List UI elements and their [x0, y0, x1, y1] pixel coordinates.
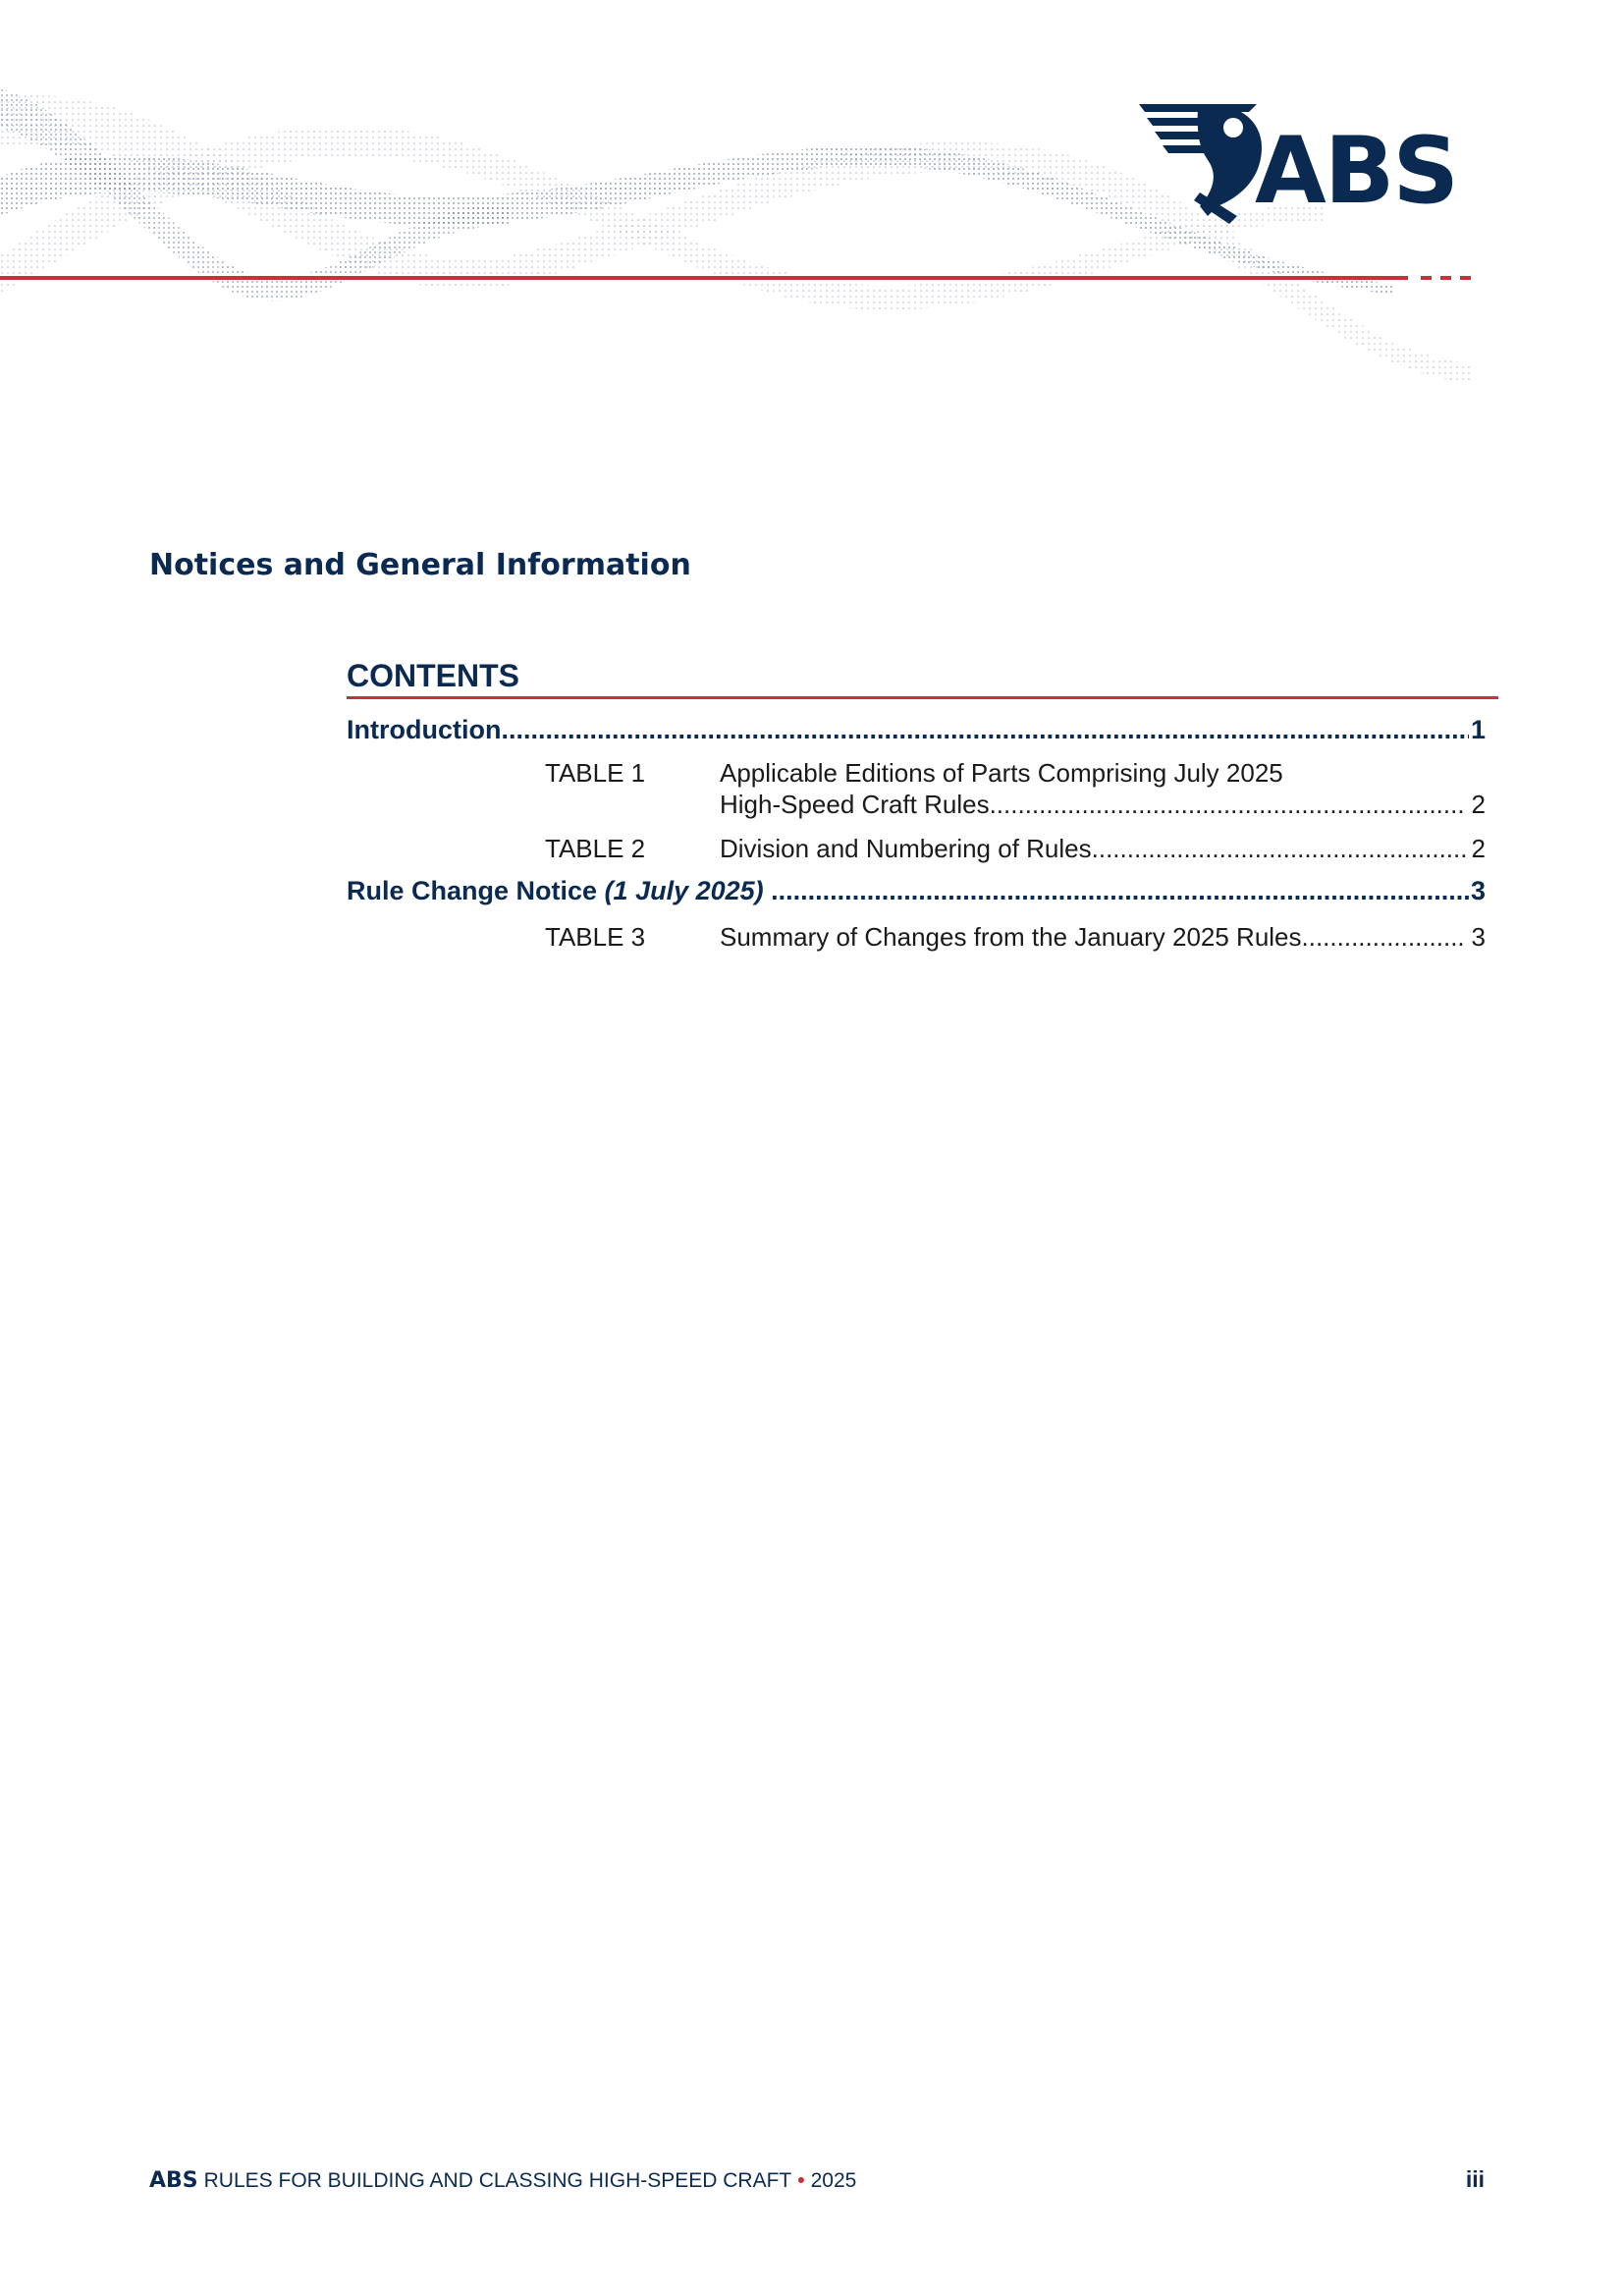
- toc-leader-dots: [1302, 922, 1466, 953]
- toc-leader-dots: [1092, 834, 1466, 864]
- toc-page-number: 3: [1470, 876, 1486, 905]
- toc-entry-rule-change-notice[interactable]: [347, 876, 1486, 906]
- toc-entry-title: Rule Change Notice: [347, 876, 598, 905]
- toc-entry-table-1[interactable]: [720, 790, 1486, 820]
- toc-entry-table-2[interactable]: [720, 834, 1486, 864]
- toc-leader-dots: [501, 715, 1469, 745]
- toc-table-label: TABLE 2: [545, 834, 646, 863]
- toc-page-number: 1: [1470, 715, 1486, 744]
- toc-table-title-line1[interactable]: Applicable Editions of Parts Comprising July 2025: [720, 758, 1283, 788]
- toc-entry-date: (1 July 2025): [604, 876, 764, 905]
- toc-table-title-line2: High-Speed Craft Rules: [720, 790, 990, 819]
- toc-table-label: TABLE 1: [545, 758, 646, 788]
- footer-year: 2025: [810, 2169, 857, 2192]
- toc-entry-title: Introduction: [347, 715, 502, 744]
- toc-page-number: 2: [1471, 834, 1486, 863]
- toc-table-title: Division and Numbering of Rules: [720, 834, 1092, 863]
- abs-wordmark: ABS: [1255, 118, 1458, 225]
- footer-separator: •: [797, 2169, 805, 2192]
- header-red-dashes: [1421, 276, 1471, 280]
- contents-divider: [347, 696, 1498, 699]
- toc-entry-introduction[interactable]: [347, 715, 1486, 745]
- footer-brand: ABS: [149, 2168, 198, 2193]
- toc-page-number: 2: [1471, 790, 1486, 819]
- header-red-rule: [0, 276, 1408, 280]
- footer-title: RULES FOR BUILDING AND CLASSING HIGH-SPEED CRAFT: [203, 2169, 792, 2192]
- toc-leader-dots: [771, 876, 1469, 906]
- toc-page-number: 3: [1471, 922, 1486, 952]
- page-footer: [149, 2168, 856, 2193]
- toc-entry-table-3[interactable]: [720, 922, 1486, 953]
- toc-leader-dots: [990, 790, 1466, 820]
- toc-table-label: TABLE 3: [545, 922, 646, 952]
- page-number: iii: [1465, 2166, 1485, 2192]
- toc-table-title: Summary of Changes from the January 2025 Rules: [720, 922, 1302, 952]
- contents-heading: CONTENTS: [347, 658, 519, 693]
- page-title: Notices and General Information: [149, 548, 691, 582]
